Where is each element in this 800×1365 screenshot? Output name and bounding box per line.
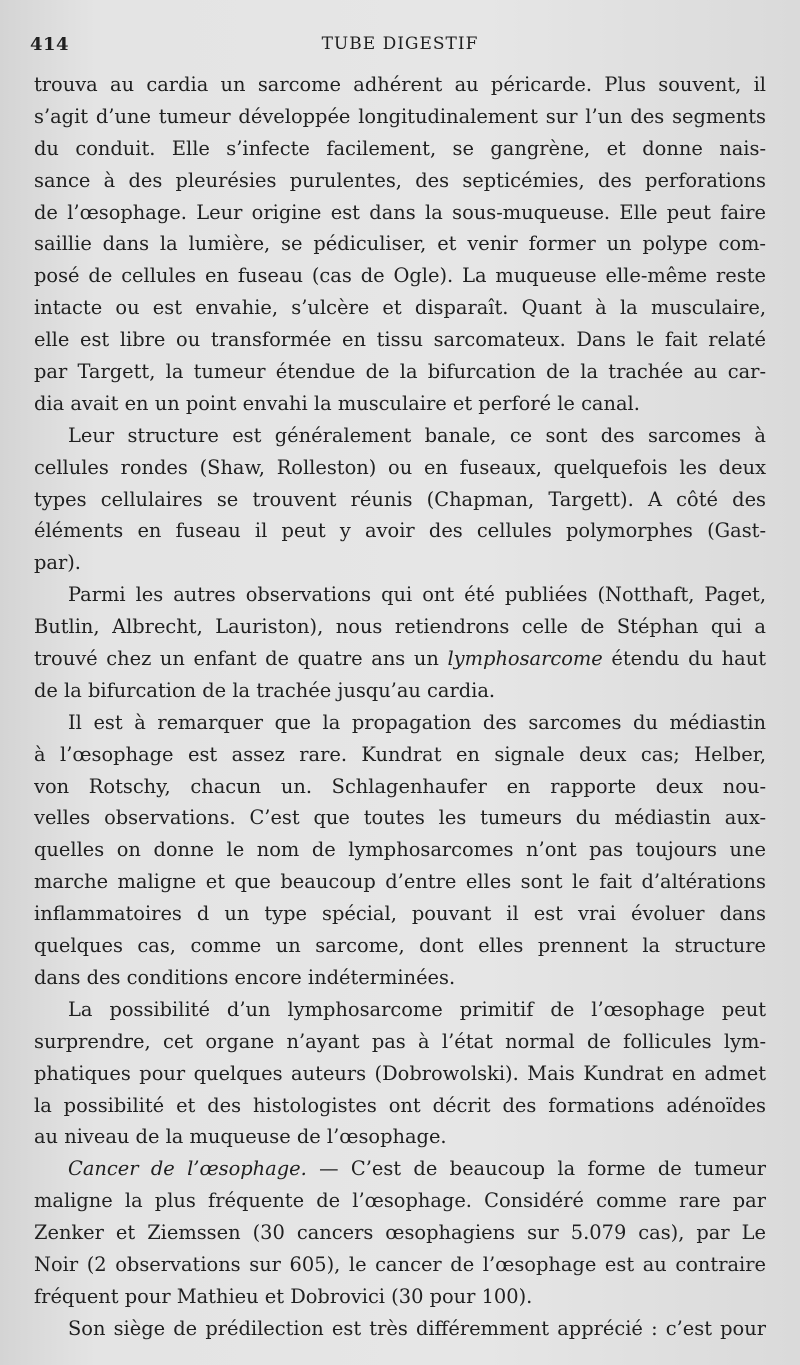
text-line: du conduit. Elle s’infecte facilement, se gangrène, et donne nais- (34, 136, 766, 160)
italic-term: lymphosarcome (447, 647, 603, 671)
paragraph-start-line: La possibilité d’un lymphosarcome primitif de l’œsophage peut (68, 997, 766, 1021)
text-line: fréquent pour Mathieu et Dobrovici (30 pour 100). (34, 1284, 533, 1308)
text-line: dia avait en un point envahi la musculaire et perforé le canal. (34, 391, 640, 415)
running-head: TUBE DIGESTIF (321, 34, 479, 54)
text-line: au niveau de la muqueuse de l’œsophage. (34, 1125, 447, 1149)
text-line: éléments en fuseau il peut y avoir des cellules polymorphes (Gast- (34, 519, 766, 543)
text-line: de l’œsophage. Leur origine est dans la sous-muqueuse. Elle peut faire (34, 200, 766, 224)
text-line: surprendre, cet organe n’ayant pas à l’état normal de follicules lym- (34, 1029, 766, 1053)
text-line: cellules rondes (Shaw, Rolleston) ou en fuseaux, quelquefois les deux (34, 455, 766, 479)
text-line: la possibilité et des histologistes ont décrit des formations adénoïdes (34, 1093, 766, 1117)
text-line: marche maligne et que beaucoup d’entre elles sont le fait d’altérations (34, 870, 766, 894)
text-line: velles observations. C’est que toutes les tumeurs du médiastin aux- (34, 806, 766, 830)
text-line: types cellulaires se trouvent réunis (Chapman, Targett). A côté des (34, 487, 766, 511)
text-line-with-italic (34, 643, 766, 675)
section-heading: Cancer de l’œsophage. (68, 1157, 307, 1181)
paragraph-start-line: Parmi les autres observations qui ont été publiées (Notthaft, Paget, (68, 583, 766, 607)
text-line: sance à des pleurésies purulentes, des septicémies, des perforations (34, 168, 766, 192)
page-header (30, 34, 770, 58)
paragraph-start-line: Son siège de prédilection est très différemment apprécié : c’est pour (68, 1316, 766, 1340)
text-line: maligne la plus fréquente de l’œsophage. Considéré comme rare par (34, 1189, 766, 1213)
text-line: Zenker et Ziemssen (30 cancers œsophagiens sur 5.079 cas), par Le (34, 1221, 766, 1245)
text-segment: étendu du haut (602, 647, 766, 671)
text-line: dans des conditions encore indéterminées. (34, 965, 456, 989)
section-heading-line (34, 1153, 766, 1185)
text-line: intacte ou est envahie, s’ulcère et disparaît. Quant à la musculaire, (34, 296, 766, 320)
paragraph-start-line: Leur structure est généralement banale, ce sont des sarcomes à (68, 423, 766, 447)
text-line: von Rotschy, chacun un. Schlagenhaufer en rapporte deux nou- (34, 774, 766, 798)
text-line: de la bifurcation de la trachée jusqu’au cardia. (34, 678, 496, 702)
text-line: quelques cas, comme un sarcome, dont elles prennent la structure (34, 934, 766, 958)
text-segment: — C’est de beaucoup la forme de tumeur (306, 1157, 766, 1181)
text-segment: trouvé chez un enfant de quatre ans un (34, 647, 448, 671)
text-line: trouva au cardia un sarcome adhérent au péricarde. Plus souvent, il (34, 73, 766, 96)
paragraph-start-line: Il est à remarquer que la propagation des sarcomes du médiastin (68, 710, 766, 734)
text-line: saillie dans la lumière, se pédiculiser, et venir former un polype com- (34, 232, 766, 256)
body-text (34, 69, 766, 1345)
text-line: posé de cellules en fuseau (cas de Ogle). La muqueuse elle-même reste (34, 264, 766, 288)
text-line: par Targett, la tumeur étendue de la bifurcation de la trachée au car- (34, 360, 766, 384)
text-line: par). (34, 551, 81, 575)
text-line: inflammatoires d un type spécial, pouvant il est vrai évoluer dans (34, 902, 766, 926)
text-line: Noir (2 observations sur 605), le cancer de l’œsophage est au contraire (34, 1252, 766, 1276)
page-number: 414 (30, 34, 70, 55)
text-line: Butlin, Albrecht, Lauriston), nous retiendrons celle de Stéphan qui a (34, 615, 766, 639)
text-line: à l’œsophage est assez rare. Kundrat en signale deux cas; Helber, (34, 742, 766, 766)
text-line: s’agit d’une tumeur développée longitudinalement sur l’un des segments (34, 104, 766, 128)
text-line: quelles on donne le nom de lymphosarcomes n’ont pas toujours une (34, 838, 766, 862)
text-line: elle est libre ou transformée en tissu sarcomateux. Dans le fait relaté (34, 328, 766, 352)
text-line: phatiques pour quelques auteurs (Dobrowolski). Mais Kundrat en admet (34, 1061, 766, 1085)
